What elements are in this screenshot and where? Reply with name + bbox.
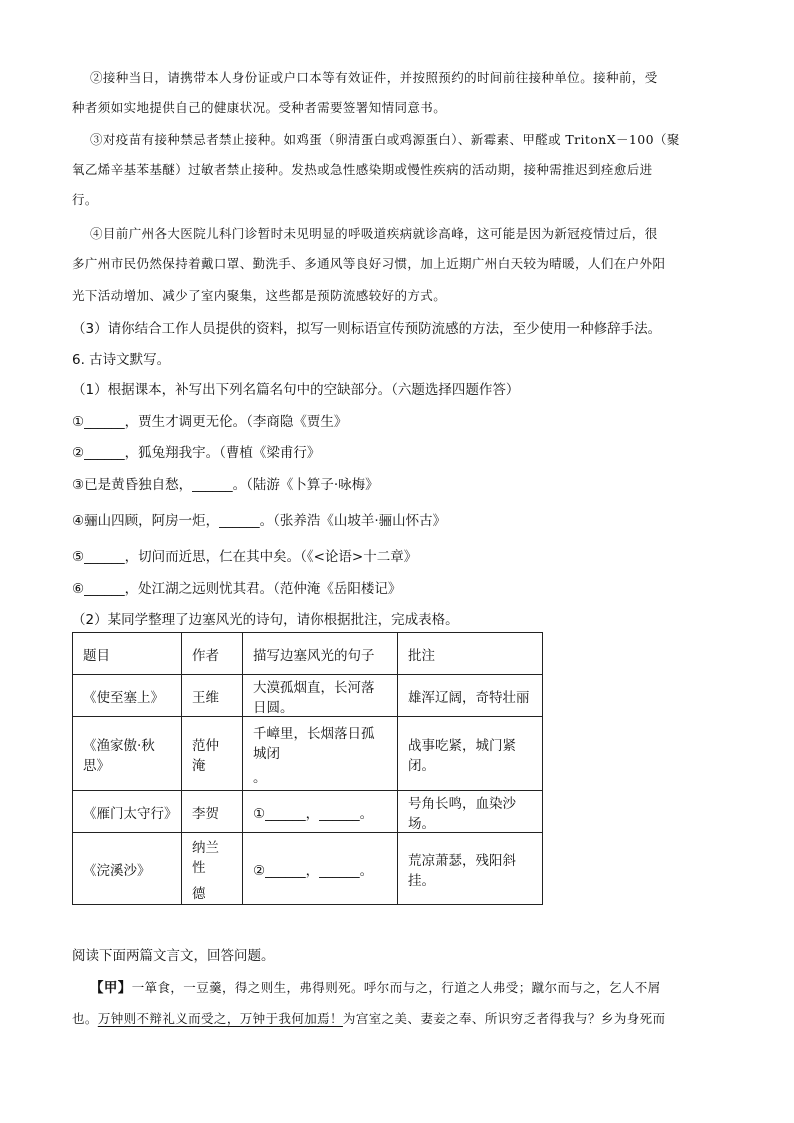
cell-sentence-line2: 。	[253, 769, 267, 786]
fill-item-3: ③已是黄昏独自愁，______。（陆游《卜算子·咏梅》	[72, 477, 379, 493]
notice-p3-line1: ③对疫苗有接种禁忌者禁止接种。如鸡蛋（卵清蛋白或鸡源蛋白）、新霉素、甲醛或 TritonX－100（聚	[90, 132, 680, 147]
question-6-title: 6. 古诗文默写。	[72, 352, 171, 368]
table-row	[73, 717, 543, 791]
notice-p2-line1: ②接种当日，请携带本人身份证或户口本等有效证件，并按照预约的时间前往接种单位。接种前，受	[90, 70, 658, 85]
poem-table	[72, 632, 543, 905]
cell-author: 李贺	[182, 791, 243, 833]
question-6-part2: （2）某同学整理了边塞风光的诗句，请你根据批注，完成表格。	[72, 612, 459, 628]
fill-item-1: ①______，贾生才调更无伦。（李商隐《贾生》	[72, 414, 348, 430]
passage-text-2a: 也。	[72, 1011, 98, 1026]
passage-text-2b: 为宫室之美、妻妾之奉、所识穷乏者得我与？乡为身死而	[342, 1011, 666, 1026]
cell-author	[182, 833, 243, 905]
notice-p3-line2: 氧乙烯辛基苯基醚）过敏者禁止接种。发热或急性感染期或慢性疾病的活动期，接种需推迟到痊愈后进	[72, 162, 653, 177]
cell-author-line1: 纳兰性	[192, 839, 219, 876]
table-row	[73, 791, 543, 833]
passage-jia-line1	[90, 976, 661, 996]
cell-author-line2: 德	[192, 885, 206, 902]
cell-sentence	[243, 717, 398, 791]
cell-note: 荒凉萧瑟，残阳斜挂。	[398, 833, 543, 905]
cell-title: 《浣溪沙》	[73, 833, 182, 905]
cell-author: 范仲淹	[182, 717, 243, 791]
notice-p2-line2: 种者须如实地提供自己的健康状况。受种者需要签署知情同意书。	[72, 100, 447, 115]
cell-title: 《渔家傲·秋思》	[73, 717, 182, 791]
cell-sentence: ①______，______。	[243, 791, 398, 833]
question-6-part1: （1）根据课本，补写出下列名篇名句中的空缺部分。（六题选择四题作答）	[72, 382, 520, 398]
fill-item-4: ④骊山四顾，阿房一炬，______。（张养浩《山坡羊·骊山怀古》	[72, 513, 447, 529]
cell-sentence: 大漠孤烟直，长河落日圆。	[243, 675, 398, 717]
header-note: 批注	[398, 633, 543, 675]
cell-note: 战事吃紧，城门紧闭。	[398, 717, 543, 791]
cell-author: 王维	[182, 675, 243, 717]
notice-p3-line3: 行。	[72, 192, 98, 207]
passage-jia-line2	[72, 1009, 665, 1027]
cell-sentence: ②______，______。	[243, 833, 398, 905]
table-row	[73, 675, 543, 717]
header-title: 题目	[73, 633, 182, 675]
fill-item-5: ⑤______，切问而近思，仁在其中矣。（《<论语>十二章》	[72, 549, 418, 565]
question-5-3: （3）请你结合工作人员提供的资料，拟写一则标语宣传预防流感的方法，至少使用一种修辞手法。	[72, 321, 662, 337]
table-row	[73, 833, 543, 905]
cell-title: 《雁门太守行》	[73, 791, 182, 833]
passage-label: 【甲】	[90, 980, 132, 996]
header-sentence: 描写边塞风光的句子	[243, 633, 398, 675]
passage-underlined: 万钟则不辩礼义而受之，万钟于我何加焉！	[97, 1011, 343, 1026]
reading-intro: 阅读下面两篇文言文，回答问题。	[72, 948, 275, 964]
cell-sentence-line1: 千嶂里，长烟落日孤城闭	[253, 725, 375, 762]
cell-note: 雄浑辽阔，奇特壮丽	[398, 675, 543, 717]
notice-p4-line2: 多广州市民仍然保持着戴口罩、勤洗手、多通风等良好习惯，加上近期广州白天较为晴暖，人们在户外阳	[72, 256, 666, 271]
notice-p4-line3: 光下活动增加、减少了室内聚集，这些都是预防流感较好的方式。	[72, 288, 447, 303]
cell-title: 《使至塞上》	[73, 675, 182, 717]
passage-text-1: 一箪食，一豆羹，得之则生，弗得则死。呼尔而与之，行道之人弗受；蹴尔而与之，乞人不屑	[131, 980, 661, 995]
cell-note: 号角长鸣，血染沙场。	[398, 791, 543, 833]
header-author: 作者	[182, 633, 243, 675]
notice-p4-line1: ④目前广州各大医院儿科门诊暂时未见明显的呼吸道疾病就诊高峰，这可能是因为新冠疫情过后，很	[90, 226, 658, 241]
fill-item-6: ⑥______，处江湖之远则忧其君。（范仲淹《岳阳楼记》	[72, 581, 402, 597]
table-header-row	[73, 633, 543, 675]
fill-item-2: ②______，狐兔翔我宇。（曹植《梁甫行》	[72, 445, 321, 461]
